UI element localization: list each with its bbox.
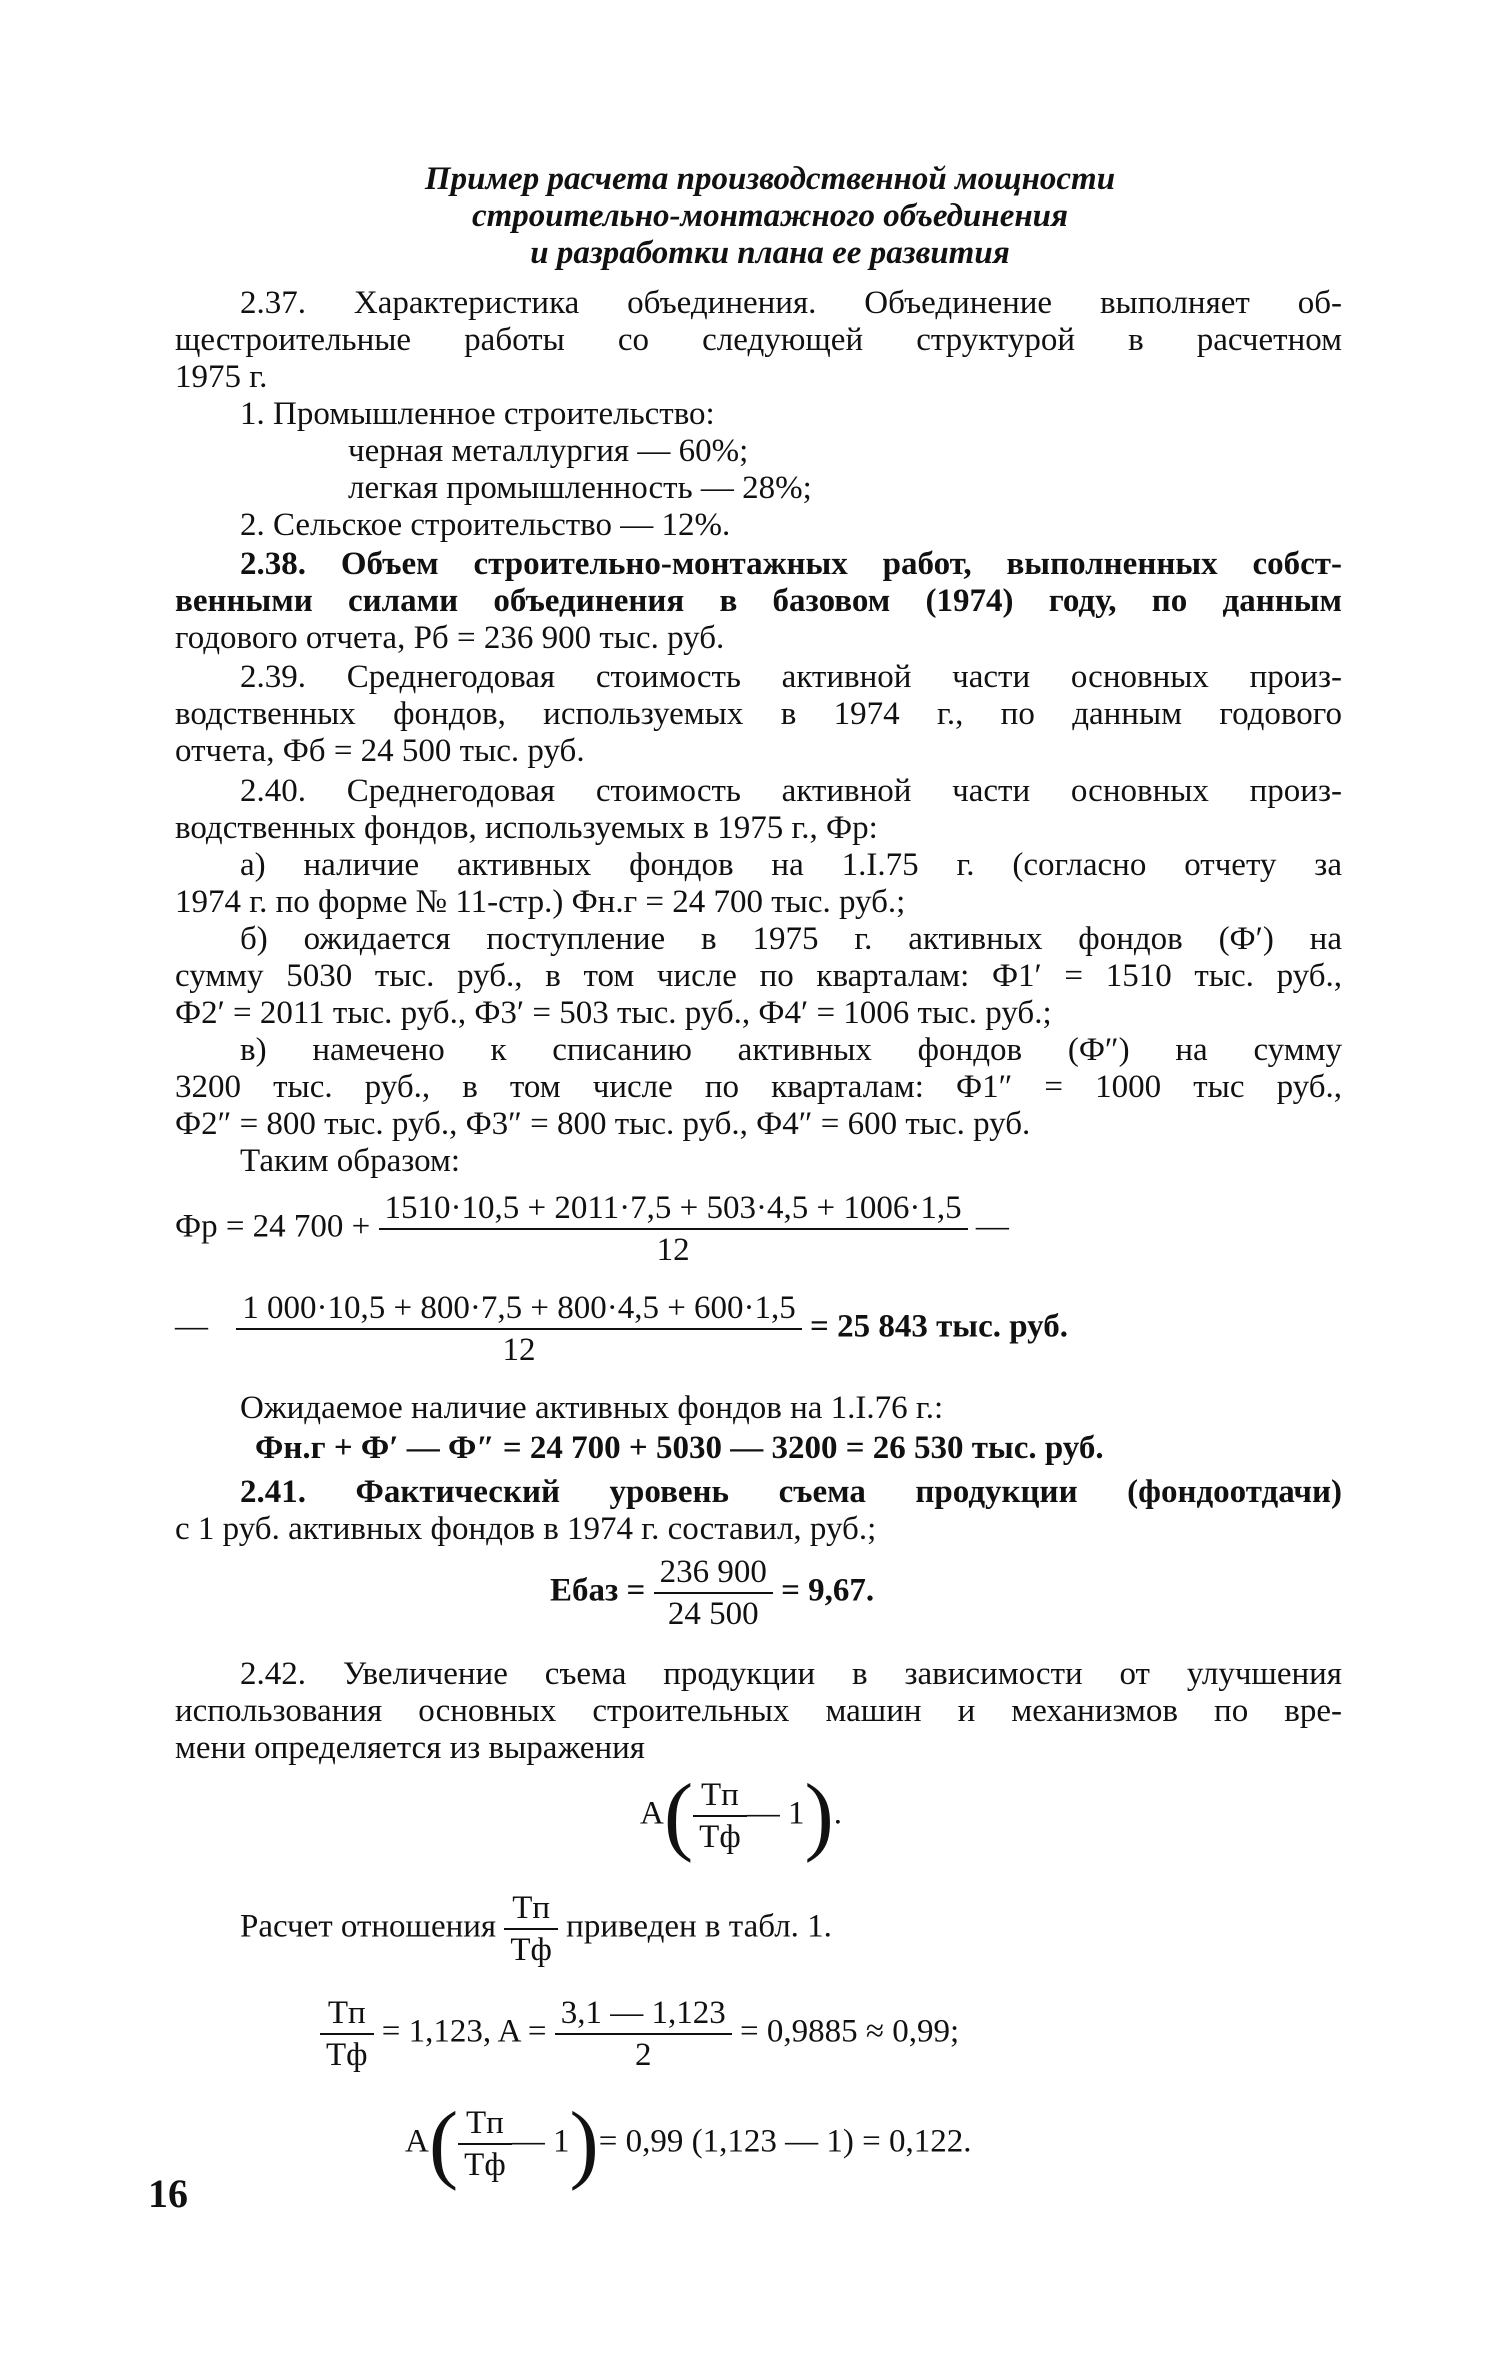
equation-minus-one: — 1 <box>511 2123 570 2160</box>
item-b-line-1: б) ожидается поступление в 1975 г. активных фондов (Ф′) на <box>240 921 1342 957</box>
equation-base-return <box>550 1554 874 1632</box>
fraction-numerator: 3,1 — 1,123 <box>555 1995 732 2035</box>
equation-a-result: = 0,9885 ≈ 0,99; <box>739 2013 960 2050</box>
equation-fr-part-1 <box>175 1190 1009 1268</box>
fraction-numerator: 1 000·10,5 + 800·7,5 + 800·4,5 + 600·1,5 <box>236 1290 802 1330</box>
item-v-line-3: Ф2″ = 800 тыс. руб., Ф3″ = 800 тыс. руб., Ф4″ = 600 тыс. руб. <box>175 1106 1031 1142</box>
equation-expected-assets: Фн.г + Ф′ — Ф″ = 24 700 + 5030 — 3200 = 26 530 тыс. руб. <box>255 1430 1104 1466</box>
ratio-text-after: приведен в табл. 1. <box>566 1908 832 1945</box>
paragraph-2-40-line-1: 2.40. Среднегодовая стоимость активной части основных произ- <box>240 773 1342 809</box>
paragraph-2-41-line-2: с 1 руб. активных фондов в 1974 г. составил, руб.; <box>175 1511 877 1547</box>
paren-close: ) <box>804 1767 834 1864</box>
equation-base-result: = 9,67. <box>781 1572 875 1609</box>
item-a-line-1: а) наличие активных фондов на 1.I.75 г. (согласно отчету за <box>240 847 1342 883</box>
fraction-denominator: 12 <box>502 1332 536 1368</box>
fraction-numerator: Tп <box>458 2105 512 2145</box>
list-subitem-light-industry: легкая промышленность — 28%; <box>348 470 812 506</box>
paragraph-2-37-line-3: 1975 г. <box>175 359 268 395</box>
equation-base-lhs: Eбаз = <box>550 1572 646 1609</box>
paren-open: ( <box>428 2095 459 2192</box>
fraction-numerator: Tп <box>320 1995 374 2035</box>
fraction-denominator: Tф <box>464 2147 506 2183</box>
fraction-numerator: 1510·10,5 + 2011·7,5 + 503·4,5 + 1006·1,5 <box>379 1190 968 1230</box>
equation-fr-fraction-1 <box>379 1190 968 1268</box>
equation-fr-fraction-2 <box>236 1290 802 1368</box>
item-v-line-1: в) намечено к списанию активных фондов (Ф″) на сумму <box>240 1032 1342 1068</box>
equation-period: . <box>833 1795 843 1832</box>
fraction-numerator: Tп <box>693 1777 747 1817</box>
list-item-agricultural: 2. Сельское строительство — 12%. <box>240 507 731 543</box>
equation-expression <box>640 1767 843 1864</box>
equation-ratio-fraction <box>320 1995 374 2073</box>
fraction-numerator: 236 900 <box>654 1554 773 1594</box>
equation-fr-lhs: Фр = 24 700 + <box>175 1208 371 1245</box>
paragraph-2-39-line-2: водственных фондов, используемых в 1974 г., по данным годового <box>175 696 1342 732</box>
equation-minus-one: — 1 <box>746 1795 805 1832</box>
section-heading-line-2: строительно-монтажного объединения <box>471 198 1069 234</box>
equation-final-result: = 0,99 (1,123 — 1) = 0,122. <box>598 2123 972 2160</box>
paragraph-2-41-line-1: 2.41. Фактический уровень съема продукции (фондоотдачи) <box>240 1474 1342 1510</box>
page-number: 16 <box>148 2171 188 2216</box>
fraction-denominator: Tф <box>510 1932 552 1968</box>
section-heading-line-3: и разработки плана ее развития <box>530 235 1010 271</box>
paragraph-2-40-line-2: водственных фондов, используемых в 1975 г., Фр: <box>175 810 878 846</box>
paragraph-2-39-line-1: 2.39. Среднегодовая стоимость активной части основных произ- <box>240 659 1342 695</box>
paragraph-2-39-line-3: отчета, Фб = 24 500 тыс. руб. <box>175 733 585 769</box>
ratio-inline-fraction <box>504 1890 558 1968</box>
paragraph-2-42-line-2: использования основных строительных машин и механизмов по вре- <box>175 1693 1342 1729</box>
equation-a-symbol: A <box>640 1795 664 1832</box>
equation-ratio-fraction <box>458 2105 512 2183</box>
fraction-denominator: Tф <box>326 2037 368 2073</box>
thus-label: Таким образом: <box>240 1143 461 1179</box>
paren-open: ( <box>663 1767 694 1864</box>
fraction-denominator: 2 <box>634 2037 652 2073</box>
list-item-industrial: 1. Промышленное строительство: <box>240 396 715 432</box>
paragraph-2-37-line-2: щестроительные работы со следующей структурой в расчетном <box>175 322 1342 358</box>
ratio-calculation-text <box>240 1890 832 1968</box>
expected-assets-text: Ожидаемое наличие активных фондов на 1.I.76 г.: <box>240 1390 944 1426</box>
equation-base-fraction <box>654 1554 773 1632</box>
equation-fr-lead-minus: — <box>175 1308 208 1345</box>
fraction-denominator: 12 <box>656 1232 690 1268</box>
equation-ratio-fraction <box>693 1777 747 1855</box>
paragraph-2-42-line-1: 2.42. Увеличение съема продукции в зависимости от улучшения <box>240 1656 1342 1692</box>
item-b-line-2: сумму 5030 тыс. руб., в том числе по кварталам: Ф1′ = 1510 тыс. руб., <box>175 958 1342 994</box>
fraction-numerator: Tп <box>504 1890 558 1930</box>
fraction-denominator: Tф <box>699 1819 741 1855</box>
equation-fr-result: = 25 843 тыс. руб. <box>810 1308 1068 1345</box>
ratio-text-before: Расчет отношения <box>240 1908 497 1945</box>
equation-final <box>405 2095 972 2192</box>
paragraph-2-37-line-1: 2.37. Характеристика объединения. Объединение выполняет об- <box>240 285 1342 321</box>
paragraph-2-42-line-3: мени определяется из выражения <box>175 1730 645 1766</box>
item-b-line-3: Ф2′ = 2011 тыс. руб., Ф3′ = 503 тыс. руб., Ф4′ = 1006 тыс. руб.; <box>175 995 1052 1031</box>
item-a-line-2: 1974 г. по форме № 11-стр.) Фн.г = 24 700 тыс. руб.; <box>175 884 906 920</box>
equation-ratio-values <box>320 1995 959 2073</box>
equation-fr-part-2 <box>175 1290 1068 1368</box>
item-v-line-2: 3200 тыс. руб., в том числе по кварталам: Ф1″ = 1000 тыс руб., <box>175 1069 1342 1105</box>
list-subitem-metallurgy: черная металлургия — 60%; <box>348 433 749 469</box>
fraction-denominator: 24 500 <box>667 1596 759 1632</box>
paragraph-2-38-line-3: годового отчета, Pб = 236 900 тыс. руб. <box>175 620 725 656</box>
equation-a-symbol: A <box>405 2123 429 2160</box>
paragraph-2-38-line-2: венными силами объединения в базовом (1974) году, по данным <box>175 583 1342 619</box>
paren-close: ) <box>569 2095 599 2192</box>
equation-a-fraction <box>555 1995 732 2073</box>
equation-ratio-mid: = 1,123, A = <box>381 2013 547 2050</box>
paragraph-2-38-line-1: 2.38. Объем строительно-монтажных работ, выполненных собст- <box>240 546 1342 582</box>
equation-fr-minus: — <box>975 1208 1009 1245</box>
section-heading-line-1: Пример расчета производственной мощности <box>424 161 1116 197</box>
